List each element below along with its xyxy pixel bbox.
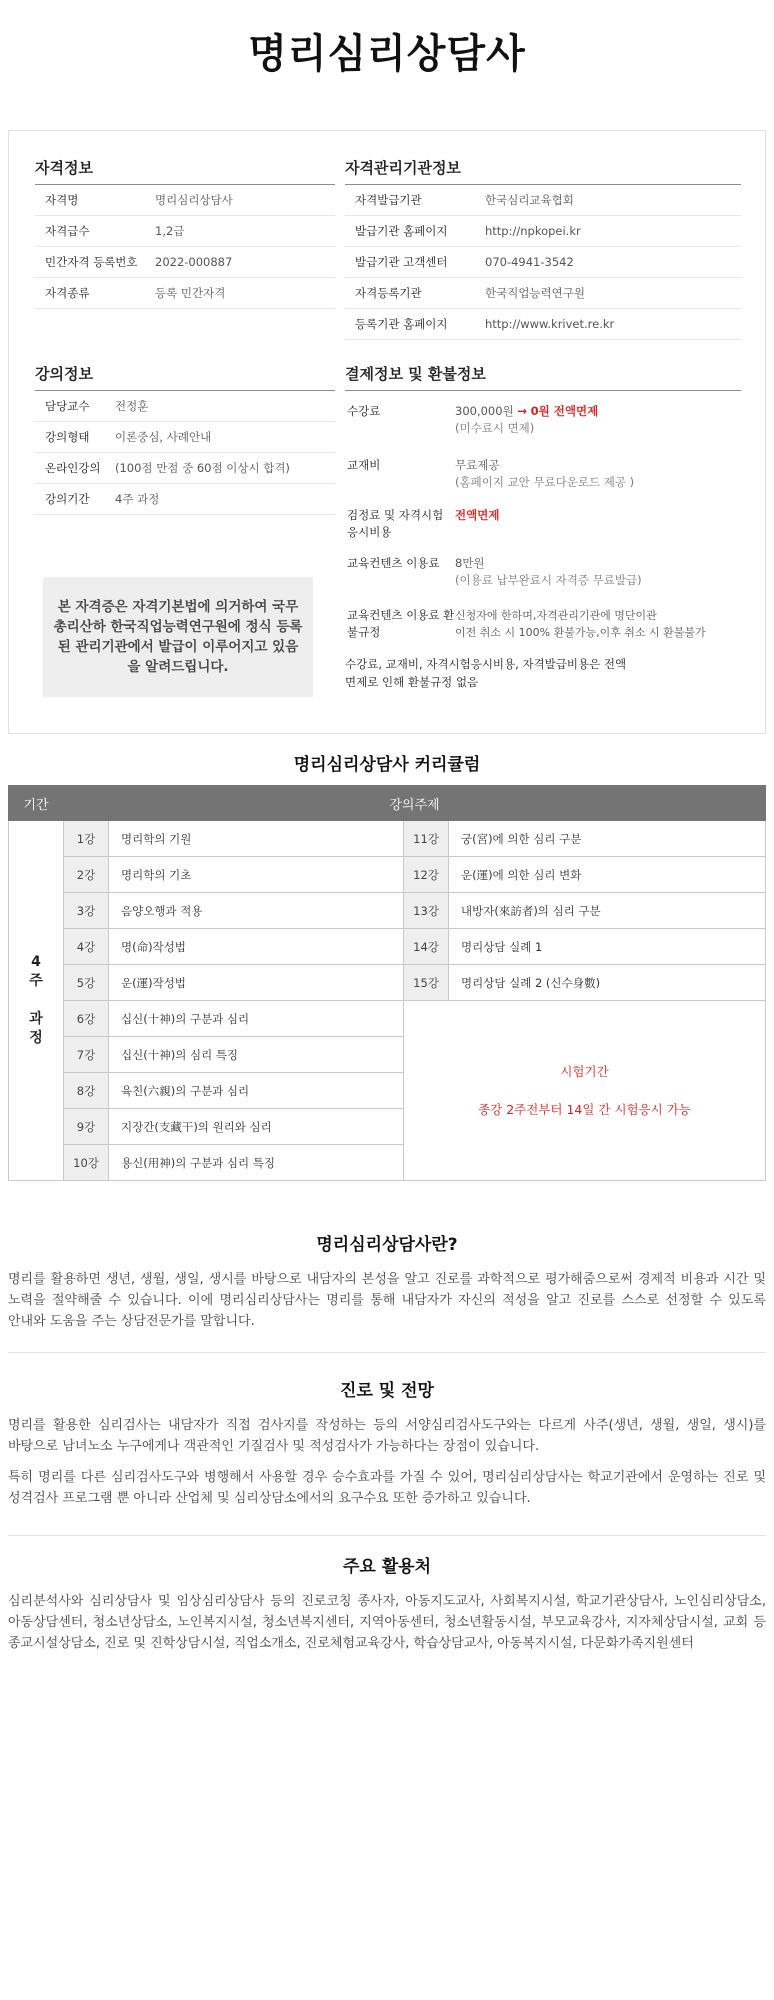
career-title: 진로 및 전망 (340, 1381, 434, 1401)
org-row (345, 216, 741, 247)
material-value: 무료제공 (455, 458, 500, 472)
payment-section (345, 363, 741, 691)
lesson-topic: 명리상담 실례 2 (신수身數) (449, 965, 766, 1001)
payment-row-material (345, 457, 741, 507)
divider (8, 1352, 766, 1353)
lesson-topic: 육친(六親)의 구분과 심리 (109, 1073, 404, 1109)
fee-arrow: → (517, 404, 527, 418)
curriculum-table (8, 785, 766, 1181)
fee-price: 300,000원 (455, 404, 514, 418)
lesson-number: 14강 (404, 929, 449, 965)
qualification-notice: 본 자격증은 자격기본법에 의거하여 국무총리산하 한국직업능력연구원에 정식 등록된 관리기관에서 발급이 이루어지고 있음을 알려드립니다. (43, 577, 313, 697)
lesson-number: 5강 (64, 965, 109, 1001)
table-row (9, 965, 766, 1001)
registry-homepage-link[interactable]: http://www.krivet.re.kr (485, 317, 615, 331)
lesson-topic: 십신(十神)의 구분과 심리 (109, 1001, 404, 1037)
org-value: 070-4941-3542 (485, 255, 574, 269)
qualification-section (35, 157, 335, 309)
lesson-number: 6강 (64, 1001, 109, 1037)
qual-key: 자격명 (45, 193, 79, 207)
lesson-topic: 궁(宮)에 의한 심리 구분 (449, 821, 766, 857)
lesson-topic: 음양오행과 적용 (109, 893, 404, 929)
qual-value: 등록 민간자격 (155, 286, 226, 300)
material-note: (홈페이지 교안 무료다운로드 제공 ) (455, 475, 635, 489)
lesson-topic: 운(運)에 의한 심리 변화 (449, 857, 766, 893)
fee-label: 수강료 (347, 404, 381, 418)
page-title: 명리심리상담사 (248, 31, 526, 77)
exam-period-desc: 종강 2주전부터 14일 간 시험응시 가능 (478, 1101, 691, 1117)
content-fee-value: 8만원 (455, 556, 485, 570)
org-key: 등록기관 홈페이지 (355, 317, 448, 331)
about-body: 명리를 활용하면 생년, 생월, 생일, 생시를 바탕으로 내담자의 본성을 알고 진로를 과학적으로 평가해줌으로써 경제적 비용과 시간 및 노력을 절약해줄 수 있습니다. 이에 명리심리상담사는 명리를 통해 내담자가 자신의 적성을 알고 진로를 스스로 선정할 수 있도록 안내와 도움을 주는 상담전문가를 말합니다. (8, 1272, 766, 1329)
career-paragraph-1: 명리를 활용한 심리검사는 내담자가 직접 검사지를 작성하는 등의 서양심리검사도구와는 다르게 사주(생년, 생월, 생일, 생시)를 바탕으로 남녀노소 누구에게나 객관적인 기질검사 및 적성검사가 가능하다는 장점이 있습니다. (8, 1418, 766, 1454)
usage-section (8, 1552, 766, 1654)
lesson-number: 9강 (64, 1109, 109, 1145)
curriculum-title: 명리심리상담사 커리큘럼 (293, 755, 481, 775)
table-row (9, 1001, 766, 1037)
about-section (8, 1230, 766, 1332)
lesson-number: 4강 (64, 929, 109, 965)
org-key: 발급기관 고객센터 (355, 255, 448, 269)
material-label: 교재비 (347, 458, 381, 472)
lesson-number: 1강 (64, 821, 109, 857)
qual-row (35, 278, 335, 309)
qual-row (35, 216, 335, 247)
lecture-row (35, 391, 335, 422)
org-section (345, 157, 741, 340)
lesson-number: 3강 (64, 893, 109, 929)
lecture-row (35, 422, 335, 453)
org-row (345, 185, 741, 216)
lesson-topic: 명(命)작성법 (109, 929, 404, 965)
lecture-title: 강의정보 (35, 363, 335, 391)
org-key: 자격등록기관 (355, 286, 422, 300)
career-section (8, 1376, 766, 1509)
info-box (8, 130, 766, 734)
exam-period-cell (404, 1001, 766, 1181)
about-title: 명리심리상담사란? (316, 1235, 458, 1255)
lecture-key: 강의형태 (45, 430, 90, 444)
lesson-number: 2강 (64, 857, 109, 893)
org-title: 자격관리기관정보 (345, 157, 741, 185)
fee-free: 0원 전액면제 (530, 404, 599, 418)
lecture-key: 온라인강의 (45, 461, 101, 475)
lecture-section (35, 363, 335, 515)
qual-row (35, 247, 335, 278)
table-row (9, 893, 766, 929)
lesson-number: 15강 (404, 965, 449, 1001)
table-row (9, 929, 766, 965)
lesson-topic: 내방자(來訪者)의 심리 구분 (449, 893, 766, 929)
qual-key: 자격급수 (45, 224, 90, 238)
lecture-value: 전정훈 (115, 399, 149, 413)
lecture-row (35, 484, 335, 515)
lesson-topic: 명리학의 기원 (109, 821, 404, 857)
lesson-number: 8강 (64, 1073, 109, 1109)
career-body (8, 1415, 766, 1509)
lesson-topic: 지장간(支藏干)의 원리와 심리 (109, 1109, 404, 1145)
fee-note: (미수료시 면제) (455, 421, 535, 435)
lecture-key: 담당교수 (45, 399, 90, 413)
payment-row-content (345, 555, 741, 607)
org-row (345, 309, 741, 340)
content-fee-note: (이용료 납부완료시 자격증 무료발급) (455, 573, 642, 587)
qual-key: 자격종류 (45, 286, 90, 300)
qual-value: 명리심리상담사 (155, 193, 233, 207)
refund-line-2: 이전 취소 시 100% 환불가능,이후 취소 시 환불불가 (455, 626, 706, 639)
lesson-topic: 명리학의 기초 (109, 857, 404, 893)
lesson-number: 11강 (404, 821, 449, 857)
period-cell: 4 주 과 정 (9, 821, 64, 1181)
usage-title: 주요 활용처 (342, 1557, 432, 1577)
lecture-value: (100점 만점 중 60점 이상시 합격) (115, 461, 290, 475)
refund-footer: 수강료, 교재비, 자격시험응시비용, 자격발급비용은 전액면제로 인해 환불규정 없음 (345, 657, 627, 689)
lecture-row (35, 453, 335, 484)
topic-header: 강의주제 (64, 786, 766, 821)
exam-period-title: 시험기간 (560, 1063, 609, 1079)
org-row (345, 278, 741, 309)
lesson-topic: 용신(用神)의 구분과 심리 특징 (109, 1145, 404, 1181)
lesson-number: 7강 (64, 1037, 109, 1073)
org-value: 한국직업능력연구원 (485, 286, 585, 300)
lesson-topic: 명리상담 실례 1 (449, 929, 766, 965)
table-row (9, 857, 766, 893)
org-row (345, 247, 741, 278)
lecture-value: 이론중심, 사례안내 (115, 430, 212, 444)
qual-row (35, 185, 335, 216)
lesson-number: 13강 (404, 893, 449, 929)
lesson-number: 10강 (64, 1145, 109, 1181)
qualification-title: 자격정보 (35, 157, 335, 185)
usage-body: 심리분석사와 심리상담사 및 임상심리상담사 등의 진로코칭 종사자, 아동지도교사, 사회복지시설, 학교기관상담사, 노인심리상담소, 아동상담센터, 청소년상담소, 노인복지시설, 청소년복지센터, 지역아동센터, 청소년활동시설, 부모교육강사, 지자체상담시설, 교회 등 종교시설상담소, 진로 및 진학상담시설, 직업소개소, 진로체험교육강사, 학습상담교사, 아동복지시설, 다문화가족지원센터 (8, 1594, 766, 1651)
lesson-topic: 십신(十神)의 심리 특징 (109, 1037, 404, 1073)
org-homepage-link[interactable]: http://npkopei.kr (485, 224, 581, 238)
payment-title: 결제정보 및 환불정보 (345, 363, 741, 391)
content-fee-label: 교육컨텐츠 이용료 (347, 556, 440, 570)
qual-value: 2022-000887 (155, 255, 233, 269)
career-paragraph-2: 특히 명리를 다른 심리검사도구와 병행해서 사용할 경우 승수효과를 가질 수 있어, 명리심리상담사는 학교기관에서 운영하는 진로 및 성격검사 프로그램 뿐 아니라 산업체 및 심리상담소에서의 요구수요 또한 증가하고 있습니다. (8, 1470, 766, 1506)
payment-row-exam (345, 507, 741, 555)
lecture-value: 4주 과정 (115, 492, 160, 506)
payment-row-fee (345, 403, 741, 457)
divider (8, 1535, 766, 1536)
org-key: 자격발급기관 (355, 193, 422, 207)
lesson-topic: 운(運)작성법 (109, 965, 404, 1001)
period-header: 기간 (9, 786, 64, 821)
org-value: 한국심리교육협회 (485, 193, 574, 207)
table-row (9, 821, 766, 857)
lesson-number: 12강 (404, 857, 449, 893)
qual-value: 1,2급 (155, 224, 185, 238)
refund-label: 교육컨텐츠 이용료 환불규정 (347, 608, 455, 639)
payment-row-refund (345, 607, 741, 647)
qual-key: 민간자격 등록번호 (45, 255, 138, 269)
exam-fee-value: 전액면제 (455, 508, 500, 522)
lecture-key: 강의기간 (45, 492, 90, 506)
refund-line-1: 신청자에 한하며,자격관리기관에 명단이관 (455, 609, 657, 622)
exam-fee-label: 검정료 및 자격시험 응시비용 (347, 508, 444, 539)
org-key: 발급기관 홈페이지 (355, 224, 448, 238)
